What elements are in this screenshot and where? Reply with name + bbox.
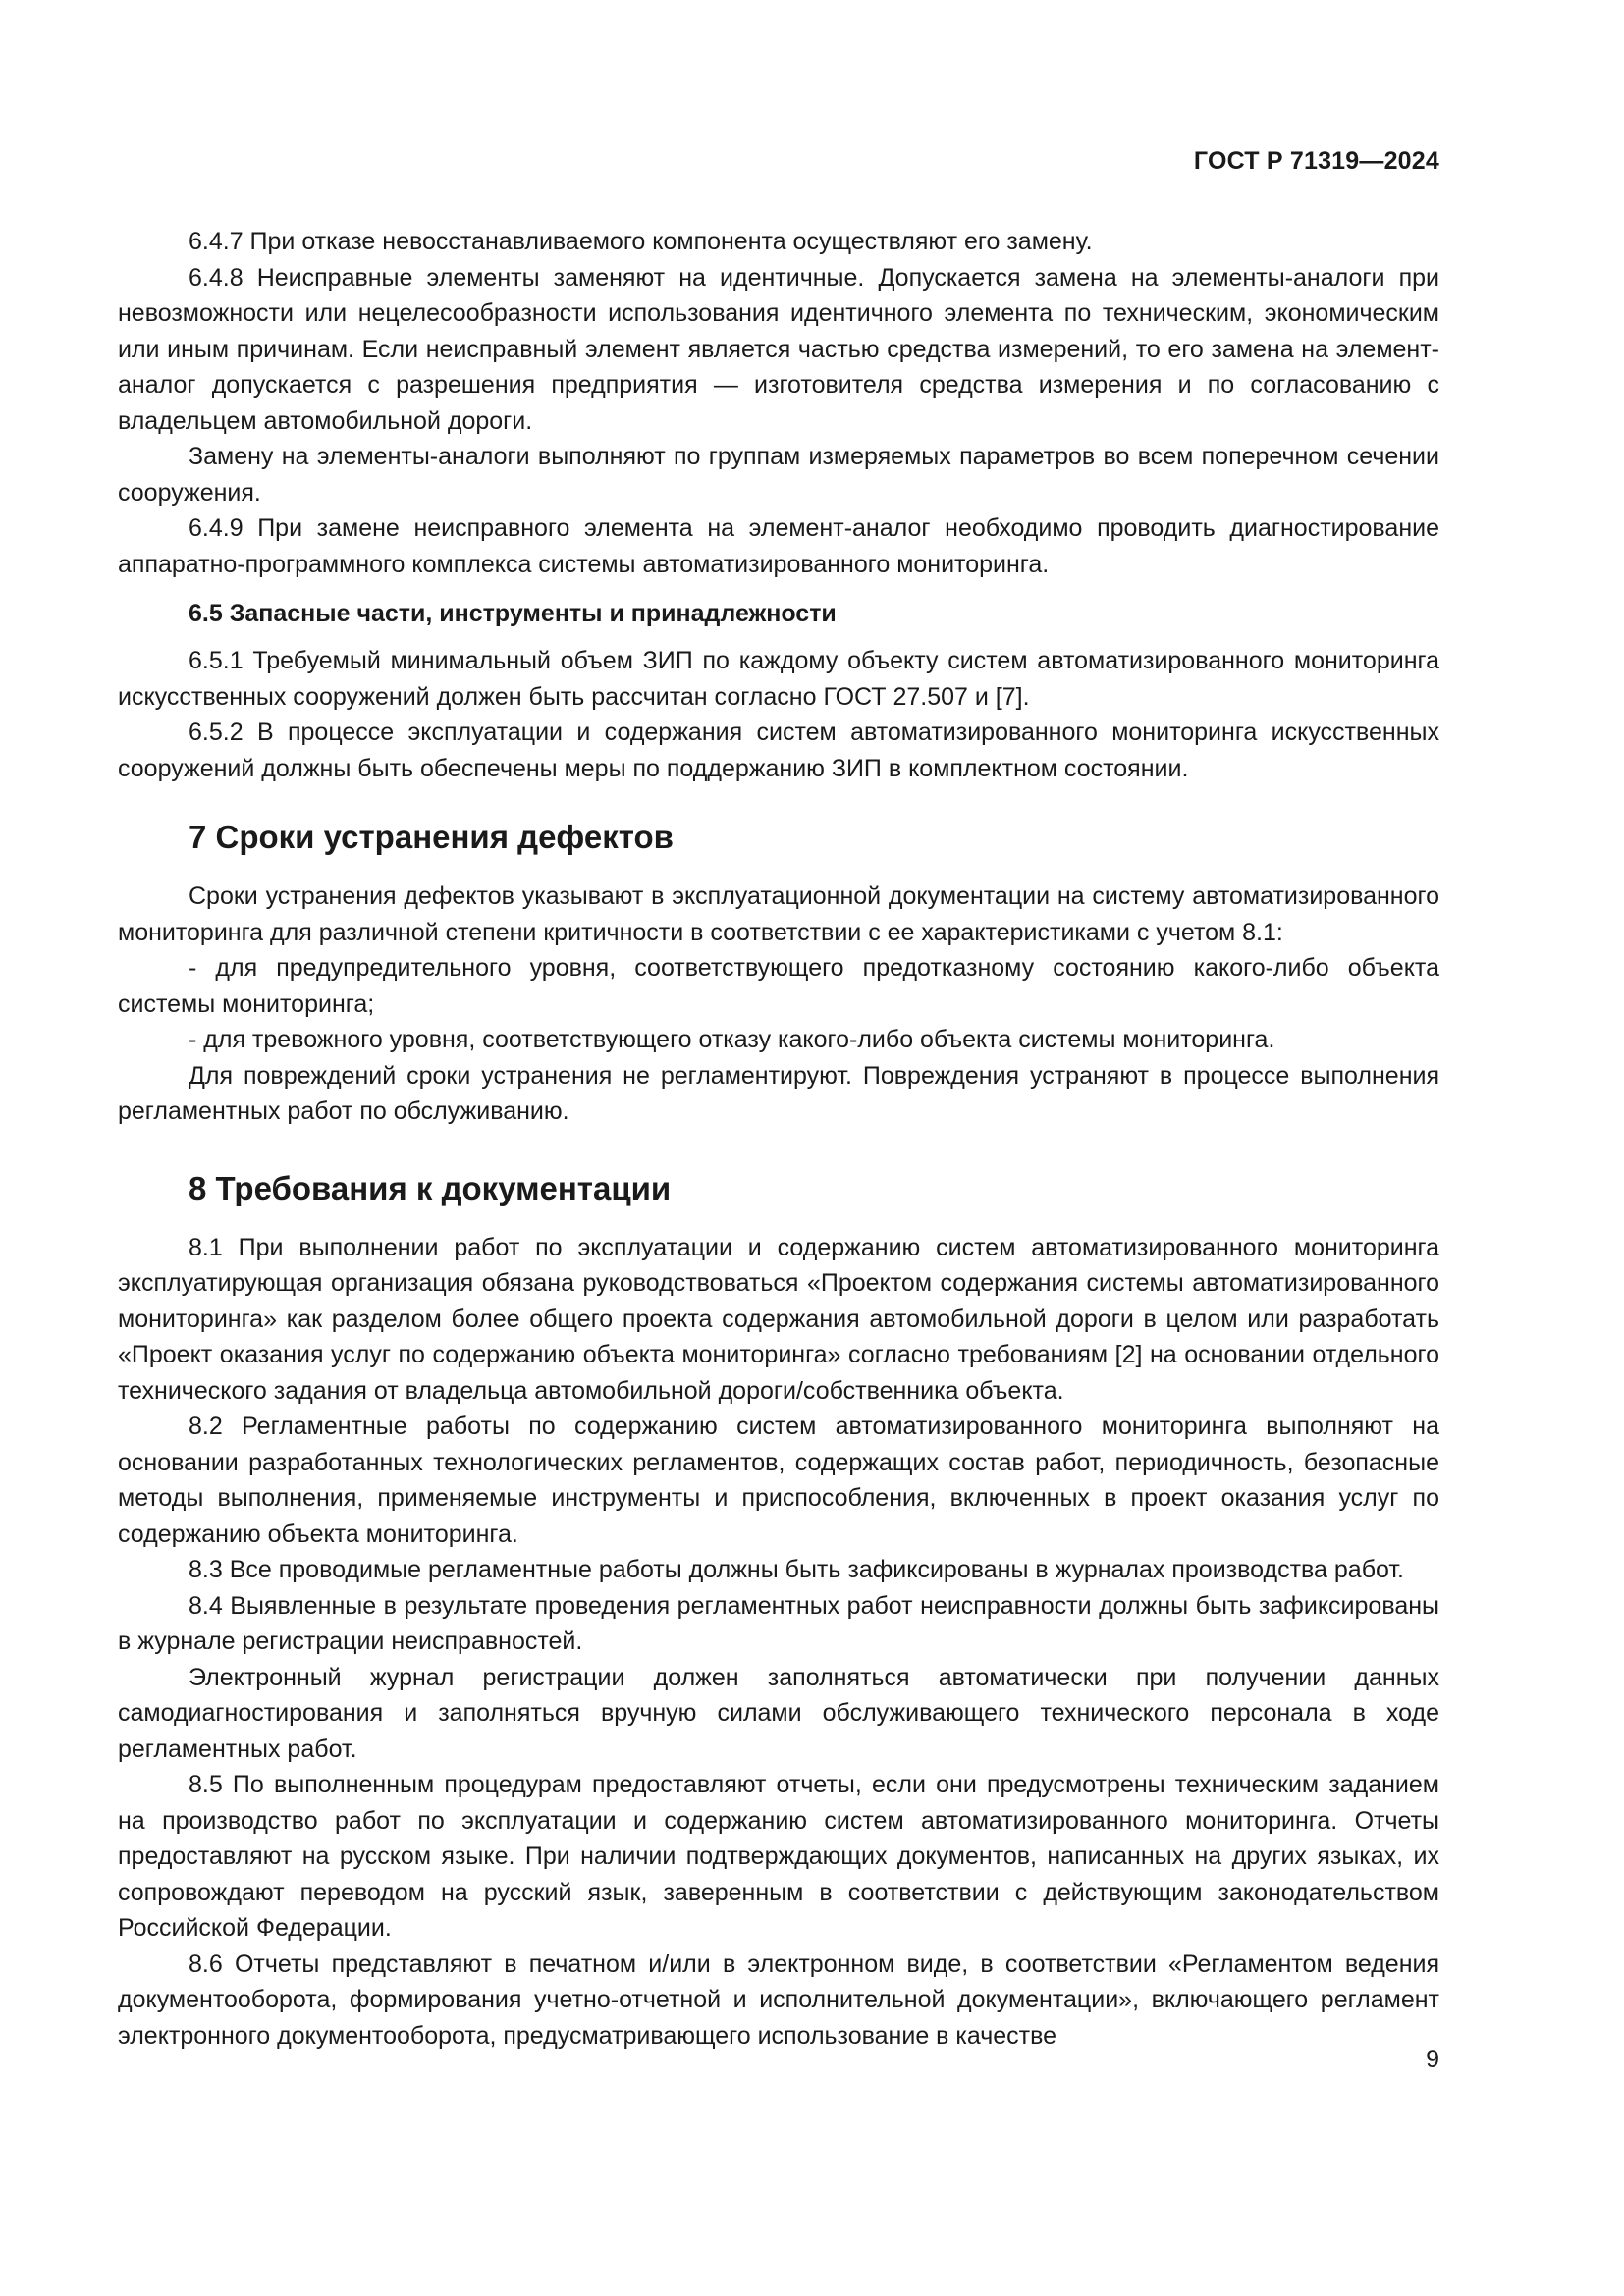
paragraph-8-4: 8.4 Выявленные в результате проведения регламентных работ неисправности должны быть зафиксированы в журнале регистрации неисправностей. <box>118 1591 1439 1655</box>
paragraph-replacement-groups: Замену на элементы-аналоги выполняют по группам измеряемых параметров во всем поперечном сечении сооружения. <box>118 443 1439 507</box>
paragraph-8-6: 8.6 Отчеты представляют в печатном и/или в электронном виде, в соответствии «Регламентом ведения документооборота, формирования учетно-отчетной и исполнительной документации», включающего регламент электронного документооборота, предусматривающего использование в качестве <box>118 1949 1439 2050</box>
section-heading-7: 7 Сроки устранения дефектов <box>189 819 674 855</box>
paragraph-6-4-9: 6.4.9 При замене неисправного элемента на элемент-аналог необходимо проводить диагностирование аппаратно-программного комплекса системы автоматизированного мониторинга. <box>118 514 1439 578</box>
page-number: 9 <box>1426 2046 1439 2073</box>
section-heading-8: 8 Требования к документации <box>189 1169 672 1206</box>
list-item-alarm-level: - для тревожного уровня, соответствующего отказу какого-либо объекта системы мониторинга. <box>189 1026 1275 1053</box>
document-body <box>118 224 1439 2054</box>
subsection-heading-6-5: 6.5 Запасные части, инструменты и принадлежности <box>189 600 837 627</box>
paragraph-8-2: 8.2 Регламентные работы по содержанию систем автоматизированного мониторинга выполняют на основании разработанных технологических регламентов, содержащих состав работ, периодичность, безопасные методы выполнения, применяемые инструменты и приспособления, включенных в проект оказания услуг по содержанию объекта мониторинга. <box>118 1413 1439 1548</box>
paragraph-6-5-2: 6.5.2 В процессе эксплуатации и содержания систем автоматизированного мониторинга искусственных сооружений должны быть обеспечены меры по поддержанию ЗИП в комплектном состоянии. <box>118 719 1439 782</box>
document-header-standard: ГОСТ Р 71319—2024 <box>1193 147 1439 175</box>
paragraph-8-1: 8.1 При выполнении работ по эксплуатации и содержанию систем автоматизированного мониторинга эксплуатирующая организация обязана руководствоваться «Проектом содержания системы автоматизированного мониторинга» как разделом более общего проекта содержания автомобильной дороги в целом или разработать «Проект оказания услуг по содержанию объекта мониторинга» согласно требованиям [2] на основании отдельного технического задания от владельца автомобильной дороги/собственника объекта. <box>118 1233 1439 1405</box>
paragraph-6-4-7: 6.4.7 При отказе невосстанавливаемого компонента осуществляют его замену. <box>189 228 1093 255</box>
paragraph-8-3: 8.3 Все проводимые регламентные работы должны быть зафиксированы в журналах производства работ. <box>189 1556 1404 1583</box>
paragraph-damages: Для повреждений сроки устранения не регламентируют. Повреждения устраняют в процессе выполнения регламентных работ по обслуживанию. <box>118 1061 1439 1125</box>
paragraph-electronic-journal: Электронный журнал регистрации должен заполняться автоматически при получении данных самодиагностирования и заполняться вручную силами обслуживающего технического персонала в ходе регламентных работ. <box>118 1663 1439 1763</box>
paragraph-8-5: 8.5 По выполненным процедурам предоставляют отчеты, если они предусмотрены техническим заданием на производство работ по эксплуатации и содержанию систем автоматизированного мониторинга. Отчеты предоставляют на русском языке. При наличии подтверждающих документов, написанных на других языках, их сопровождают переводом на русский язык, заверенным в соответствии с действующим законодательством Российской Федерации. <box>118 1771 1439 1942</box>
paragraph-6-4-8: 6.4.8 Неисправные элементы заменяют на идентичные. Допускается замена на элементы-аналоги при невозможности или нецелесообразности использования идентичного элемента по техническим, экономическим или иным причинам. Если неисправный элемент является частью средства измерений, то его замена на элемент-аналог допускается с разрешения предприятия — изготовителя средства измерения и по согласованию с владельцем автомобильной дороги. <box>118 263 1439 435</box>
paragraph-defect-deadlines: Сроки устранения дефектов указывают в эксплуатационной документации на систему автоматизированного мониторинга для различной степени критичности в соответствии с ее характеристиками с учетом 8.1: <box>118 882 1439 946</box>
list-item-warning-level: - для предупредительного уровня, соответствующего предотказному состоянию какого-либо объекта системы мониторинга; <box>118 954 1439 1018</box>
paragraph-6-5-1: 6.5.1 Требуемый минимальный объем ЗИП по каждому объекту систем автоматизированного мониторинга искусственных сооружений должен быть рассчитан согласно ГОСТ 27.507 и [7]. <box>118 647 1439 711</box>
